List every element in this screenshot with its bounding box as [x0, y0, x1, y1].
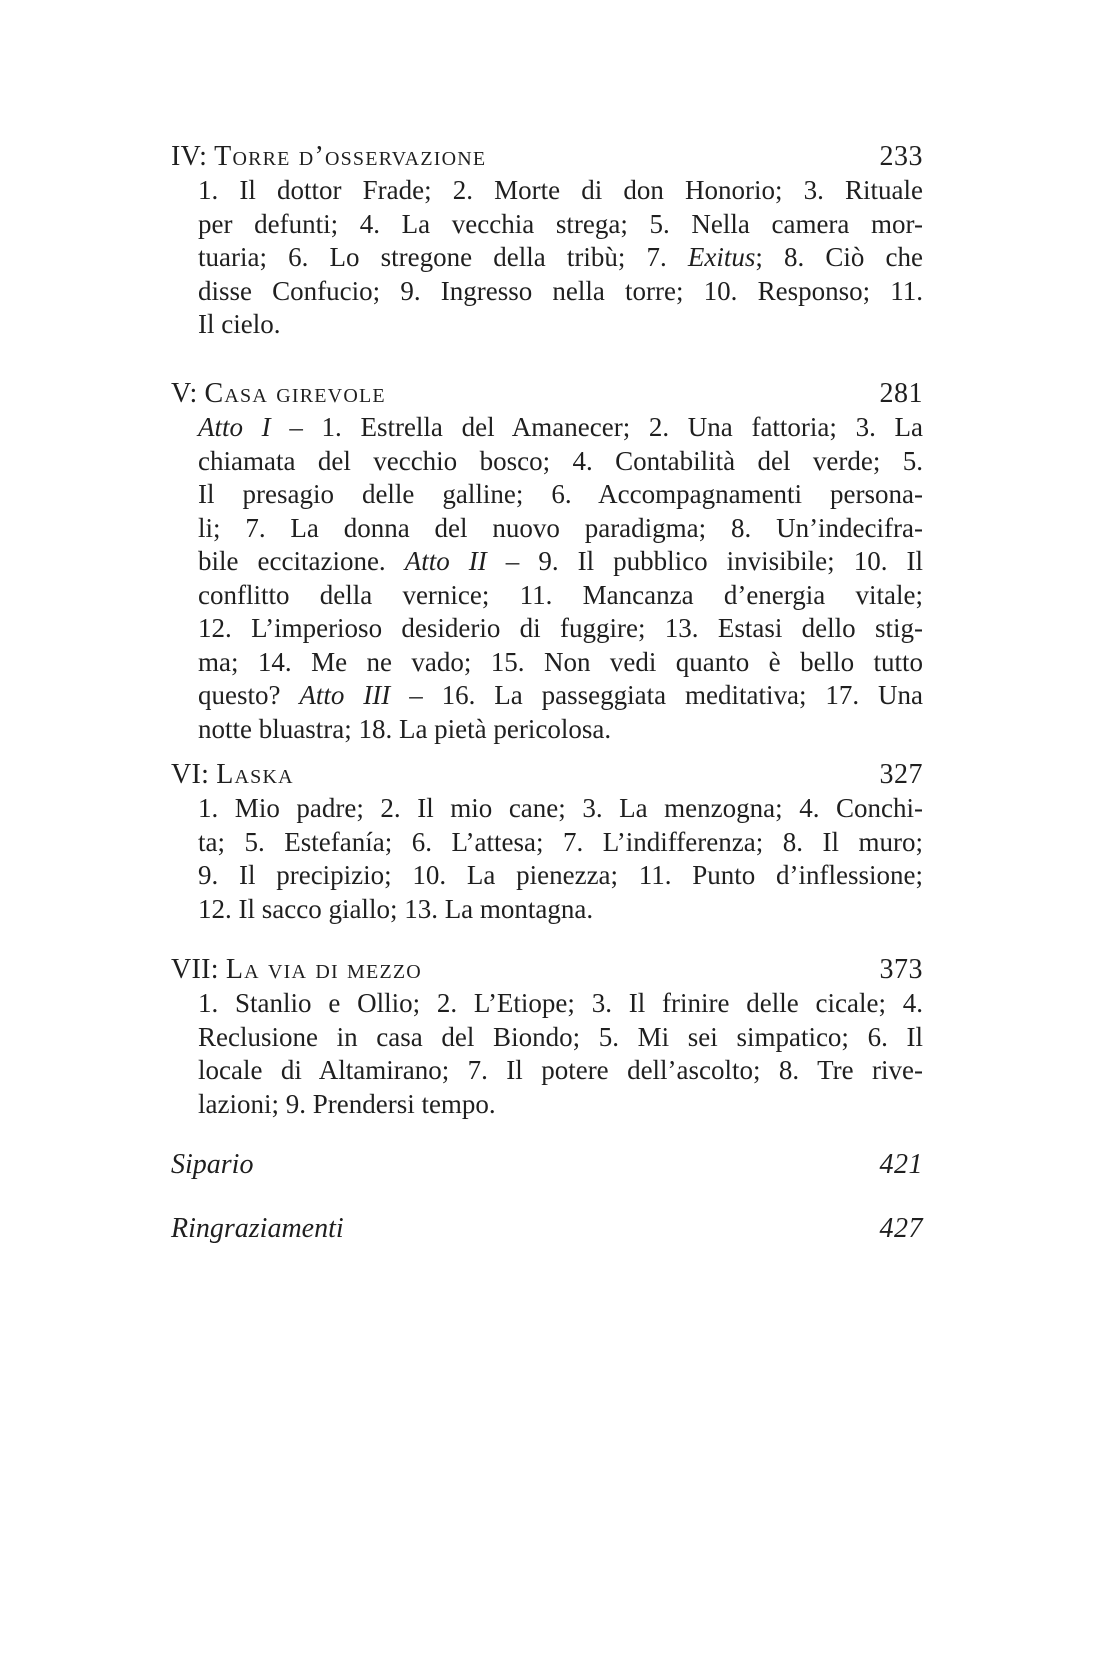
section-line: ta; 5. Estefanía; 6. L’attesa; 7. L’indifferenza; 8. Il muro;: [198, 826, 923, 857]
page-number: 281: [879, 378, 923, 409]
chapter-title: Casa girevole: [204, 378, 386, 409]
chapter-title: Torre d’osservazione: [214, 141, 487, 172]
toc-entry-v: [171, 377, 923, 746]
chapter-sections: [198, 174, 923, 342]
toc-entry-ringraziamenti: [171, 1212, 923, 1246]
page-number: 427: [879, 1213, 923, 1244]
toc-entry-vii: [171, 953, 923, 1121]
chapter-sections: [198, 792, 923, 926]
section-line: questo? Atto III – 16. La passeggiata meditativa; 17. Una: [198, 680, 923, 710]
section-line: tuaria; 6. Lo stregone della tribù; 7. Exitus; 8. Ciò che: [198, 242, 924, 272]
chapter-numeral: VI:: [171, 759, 210, 790]
chapter-heading: [171, 758, 923, 792]
toc-entry-iv: [171, 140, 923, 342]
closing-title: Sipario: [171, 1149, 254, 1180]
chapter-heading: [171, 953, 923, 987]
toc-entry-sipario: [171, 1148, 923, 1182]
section-line: 1. Stanlio e Ollio; 2. L’Etiope; 3. Il frinire delle cicale; 4.: [198, 988, 923, 1018]
toc-entry-vi: [171, 758, 923, 926]
section-line: 12. L’imperioso desiderio di fuggire; 13. Estasi dello stig-: [198, 613, 923, 643]
section-line: Il presagio delle galline; 6. Accompagnamenti persona-: [198, 479, 923, 509]
chapter-title: La via di mezzo: [225, 954, 422, 985]
section-line: lazioni; 9. Prendersi tempo.: [198, 1088, 496, 1119]
section-line: per defunti; 4. La vecchia strega; 5. Nella camera mor-: [198, 208, 923, 239]
section-line: disse Confucio; 9. Ingresso nella torre; 10. Responso; 11.: [198, 275, 923, 306]
chapter-numeral: VII:: [171, 954, 219, 985]
closing-heading: [171, 1212, 923, 1246]
page-number: 421: [879, 1149, 923, 1180]
chapter-title: Laska: [216, 759, 294, 790]
chapter-sections: [198, 411, 923, 746]
chapter-heading: [171, 140, 923, 174]
section-line: chiamata del vecchio bosco; 4. Contabilità del verde; 5.: [198, 445, 923, 476]
chapter-numeral: IV:: [171, 141, 208, 172]
section-line: locale di Altamirano; 7. Il potere dell’ascolto; 8. Tre rive-: [198, 1055, 923, 1085]
chapter-sections: [198, 987, 923, 1121]
section-line: 1. Mio padre; 2. Il mio cane; 3. La menzogna; 4. Conchi-: [198, 793, 923, 823]
section-line: Atto I – 1. Estrella del Amanecer; 2. Una fattoria; 3. La: [198, 412, 923, 442]
section-line: bile eccitazione. Atto II – 9. Il pubblico invisibile; 10. Il: [198, 546, 923, 576]
chapter-heading: [171, 377, 923, 411]
section-line: notte bluastra; 18. La pietà pericolosa.: [198, 713, 612, 744]
section-line: 12. Il sacco giallo; 13. La montagna.: [198, 893, 594, 924]
chapter-numeral: V:: [171, 378, 198, 409]
section-line: Il cielo.: [198, 309, 281, 339]
section-line: 9. Il precipizio; 10. La pienezza; 11. Punto d’inflessione;: [198, 860, 923, 890]
page-number: 373: [879, 954, 923, 985]
section-line: conflitto della vernice; 11. Mancanza d’energia vitale;: [198, 579, 923, 610]
section-line: Reclusione in casa del Biondo; 5. Mi sei simpatico; 6. Il: [198, 1021, 923, 1052]
closing-title: Ringraziamenti: [171, 1213, 344, 1244]
page-number: 233: [879, 141, 923, 172]
page-number: 327: [879, 759, 923, 790]
section-line: li; 7. La donna del nuovo paradigma; 8. Un’indecifra-: [198, 512, 923, 543]
closing-heading: [171, 1148, 923, 1182]
section-line: ma; 14. Me ne vado; 15. Non vedi quanto è bello tutto: [198, 646, 923, 677]
section-line: 1. Il dottor Frade; 2. Morte di don Honorio; 3. Rituale: [198, 175, 923, 205]
